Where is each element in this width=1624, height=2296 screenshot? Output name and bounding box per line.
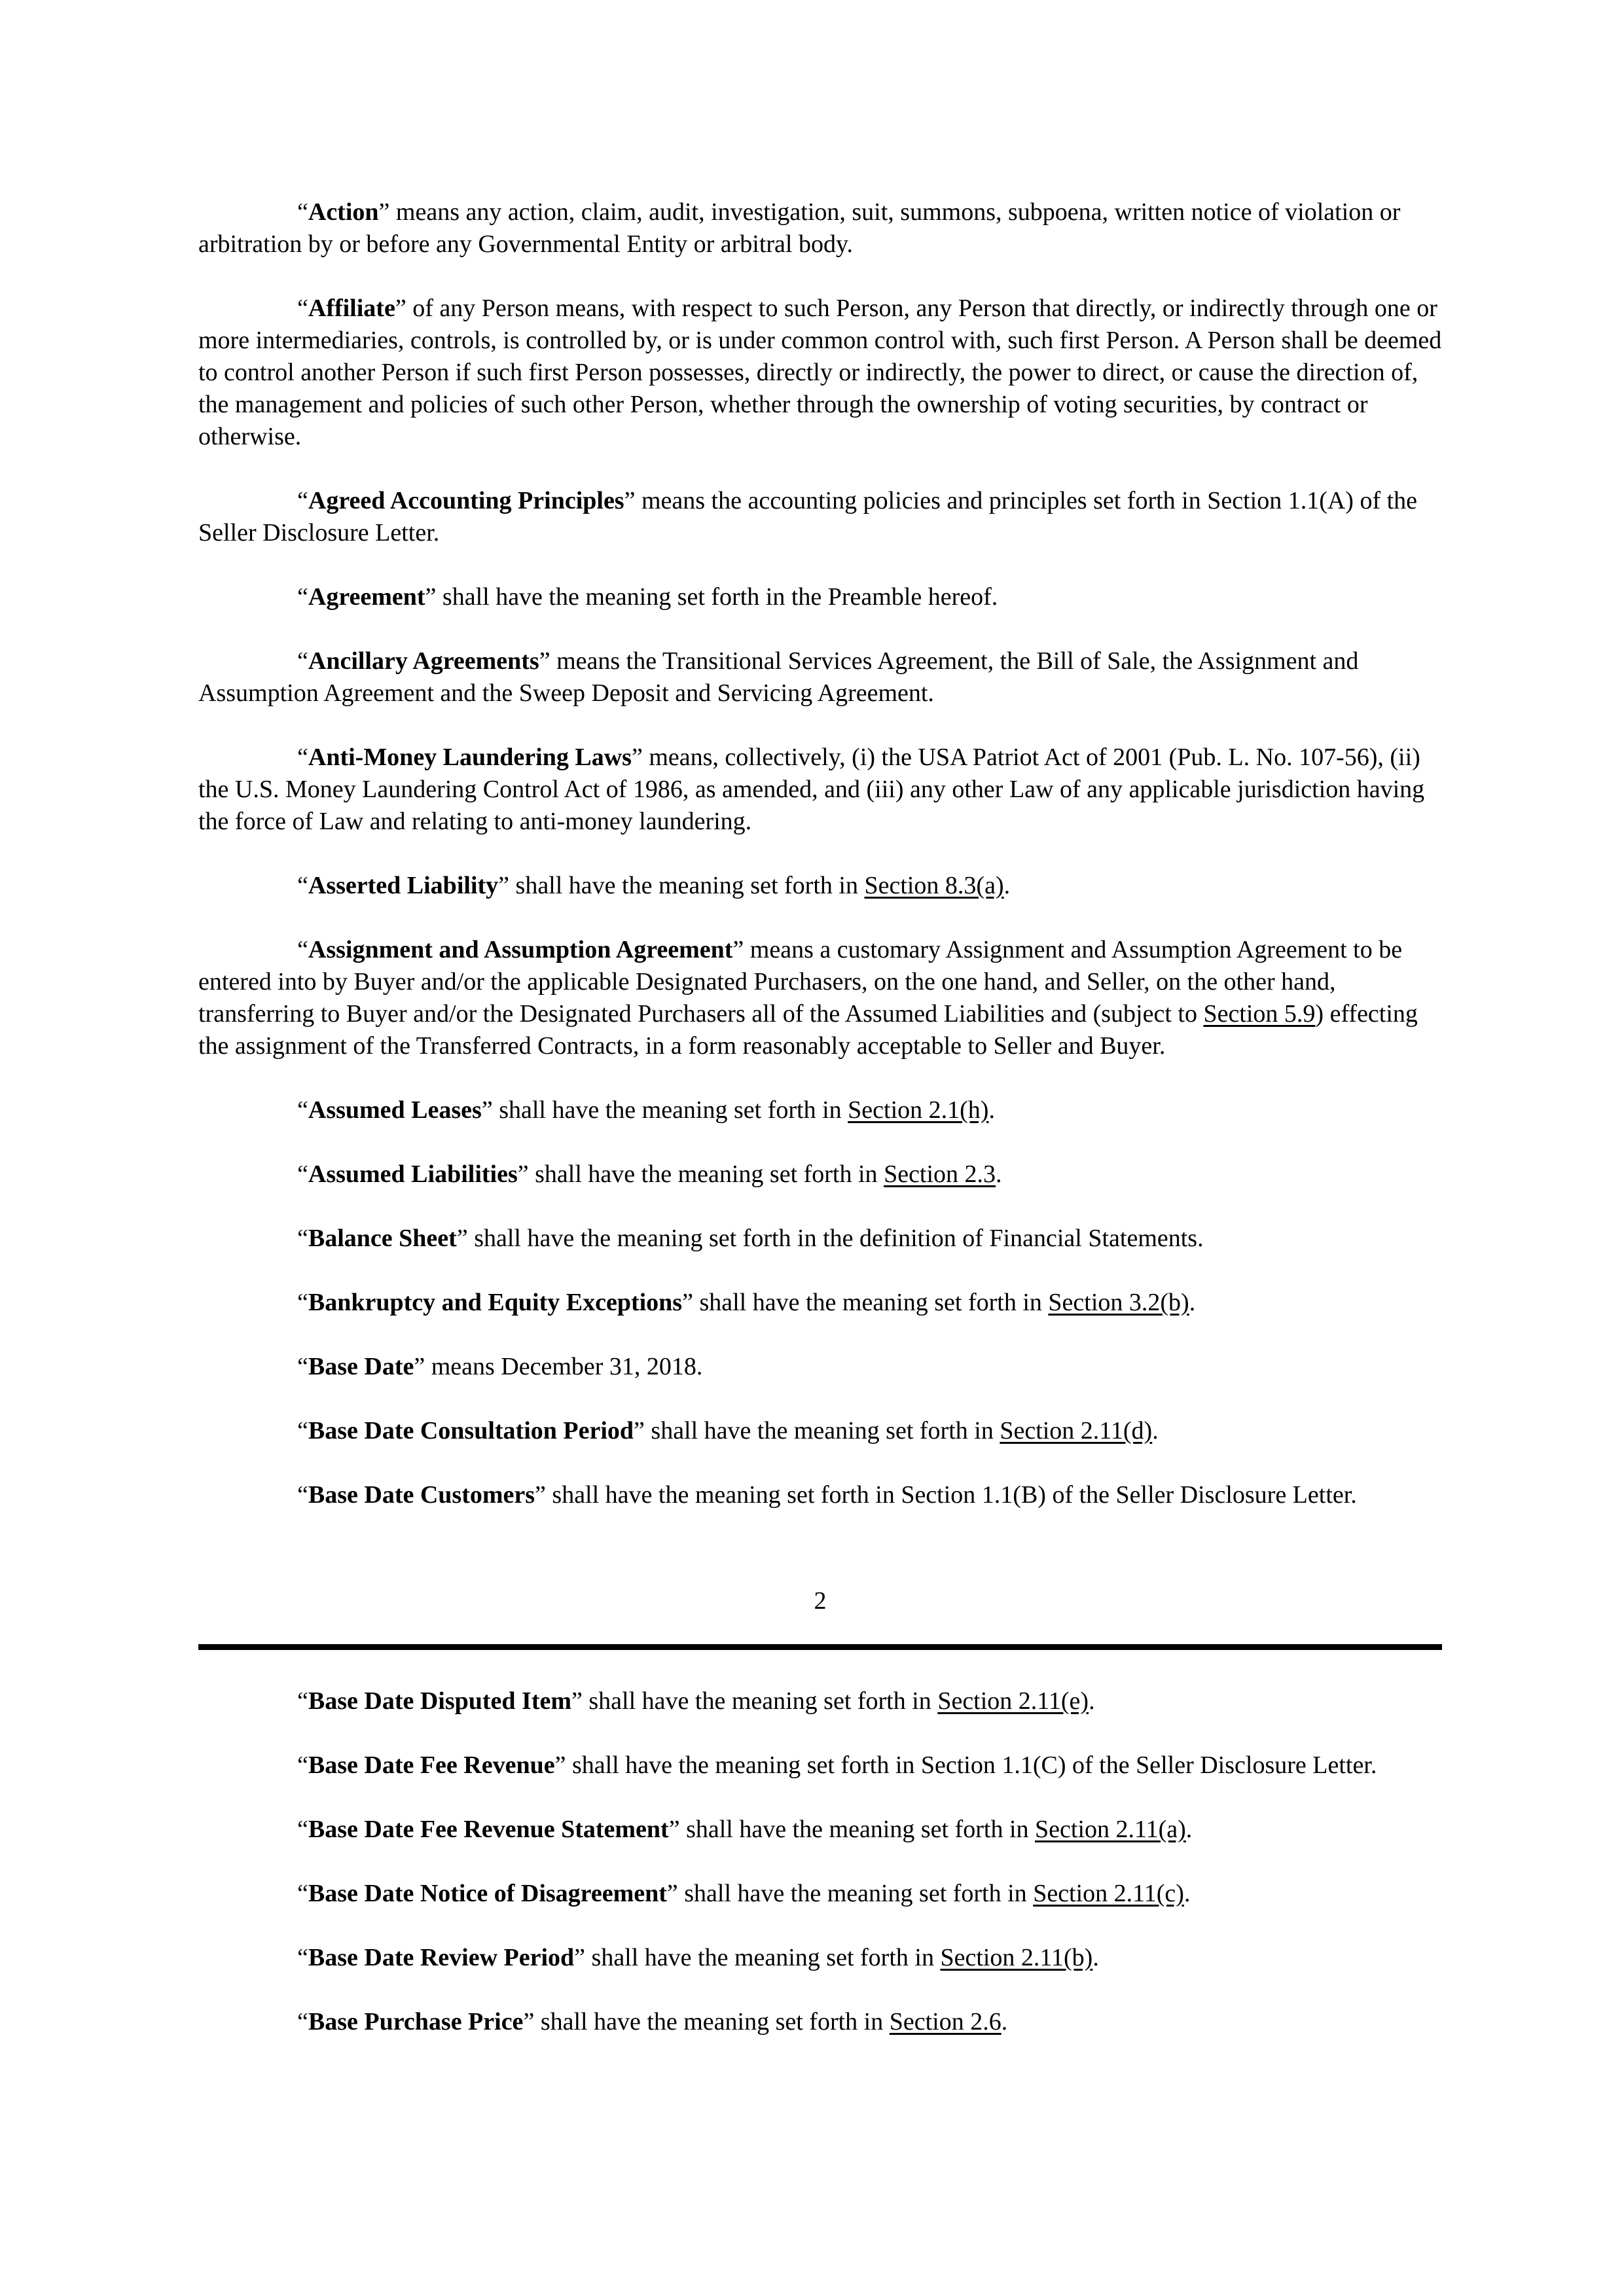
page-break-rule xyxy=(198,1644,1442,1650)
definitions-section-bottom xyxy=(198,1685,1442,2038)
definition-base-purchase-price: “Base Purchase Price” shall have the meaning set forth in Section 2.6. xyxy=(297,2008,1008,2036)
definition-affiliate: “Affiliate” of any Person means, with respect to such Person, any Person that directly, or indirectly through one or more intermediaries, controls, is controlled by, or is under common control with, such first Person. A Person shall be deemed to control another Person if such first Person possesses, directly or indirectly, the power to direct, or cause the direction of, the management and policies of such other Person, whether through the ownership of voting securities, by contract or otherwise. xyxy=(198,295,1442,450)
section-reference-link: Section 2.6 xyxy=(889,2008,1001,2036)
section-reference-link: Section 2.3 xyxy=(884,1160,996,1188)
definition-ancillary-agreements: “Ancillary Agreements” means the Transitional Services Agreement, the Bill of Sale, the Assignment and Assumption Agreement and the Sweep Deposit and Servicing Agreement. xyxy=(198,647,1359,707)
definition-bankruptcy-and-equity-exceptions: “Bankruptcy and Equity Exceptions” shall have the meaning set forth in Section 3.2(b). xyxy=(297,1289,1196,1316)
definition-base-date-notice-of-disagreement: “Base Date Notice of Disagreement” shall have the meaning set forth in Section 2.11(c). xyxy=(297,1880,1191,1907)
definition-assumed-leases: “Assumed Leases” shall have the meaning set forth in Section 2.1(h). xyxy=(297,1096,995,1124)
definition-agreement: “Agreement” shall have the meaning set forth in the Preamble hereof. xyxy=(297,583,998,611)
definition-assignment-and-assumption-agreement: “Assignment and Assumption Agreement” means a customary Assignment and Assumption Agreement to be entered into by Buyer and/or the applicable Designated Purchasers, on the one hand, and Seller, on the other hand, transferring to Buyer and/or the Designated Purchasers all of the Assumed Liabilities and (subject to Section 5.9) effecting the assignment of the Transferred Contracts, in a form reasonably acceptable to Seller and Buyer. xyxy=(198,936,1418,1060)
page-number: 2 xyxy=(814,1587,827,1615)
definition-base-date-consultation-period: “Base Date Consultation Period” shall have the meaning set forth in Section 2.11(d). xyxy=(297,1417,1159,1444)
definition-asserted-liability: “Asserted Liability” shall have the meaning set forth in Section 8.3(a). xyxy=(297,872,1011,899)
definition-assumed-liabilities: “Assumed Liabilities” shall have the meaning set forth in Section 2.3. xyxy=(297,1160,1002,1188)
definition-anti-money-laundering-laws: “Anti-Money Laundering Laws” means, collectively, (i) the USA Patriot Act of 2001 (Pub. L. No. 107-56), (ii) the U.S. Money Laundering Control Act of 1986, as amended, and (iii) any other Law of any applicable jurisdiction having the force of Law and relating to anti-money laundering. xyxy=(198,744,1425,835)
section-reference-link: Section 2.11(d) xyxy=(1000,1417,1153,1444)
definition-base-date-disputed-item: “Base Date Disputed Item” shall have the meaning set forth in Section 2.11(e). xyxy=(297,1687,1095,1715)
section-reference-link: Section 5.9 xyxy=(1203,1000,1316,1028)
section-reference-link: Section 2.11(e) xyxy=(937,1687,1089,1715)
definition-base-date-customers: “Base Date Customers” shall have the meaning set forth in Section 1.1(B) of the Seller Disclosure Letter. xyxy=(297,1481,1357,1509)
section-reference-link: Section 2.11(c) xyxy=(1033,1880,1184,1907)
section-reference-link: Section 2.11(b) xyxy=(940,1944,1093,1971)
definition-action: “Action” means any action, claim, audit, investigation, suit, summons, subpoena, written notice of violation or arbitration by or before any Governmental Entity or arbitral body. xyxy=(198,198,1401,258)
definition-balance-sheet: “Balance Sheet” shall have the meaning set forth in the definition of Financial Statements. xyxy=(297,1225,1204,1252)
section-reference-link: Section 2.1(h) xyxy=(848,1096,989,1124)
section-reference-link: Section 2.11(a) xyxy=(1035,1816,1186,1843)
definition-base-date-fee-revenue: “Base Date Fee Revenue” shall have the meaning set forth in Section 1.1(C) of the Seller Disclosure Letter. xyxy=(297,1751,1377,1779)
definition-base-date-review-period: “Base Date Review Period” shall have the meaning set forth in Section 2.11(b). xyxy=(297,1944,1099,1971)
section-reference-link: Section 8.3(a) xyxy=(864,872,1004,899)
definitions-section-top xyxy=(198,196,1442,1511)
definition-base-date: “Base Date” means December 31, 2018. xyxy=(297,1353,703,1380)
section-reference-link: Section 3.2(b) xyxy=(1048,1289,1189,1316)
definition-base-date-fee-revenue-statement: “Base Date Fee Revenue Statement” shall have the meaning set forth in Section 2.11(a). xyxy=(297,1816,1193,1843)
definition-agreed-accounting-principles: “Agreed Accounting Principles” means the accounting policies and principles set forth in Section 1.1(A) of the Seller Disclosure Letter. xyxy=(198,487,1418,547)
